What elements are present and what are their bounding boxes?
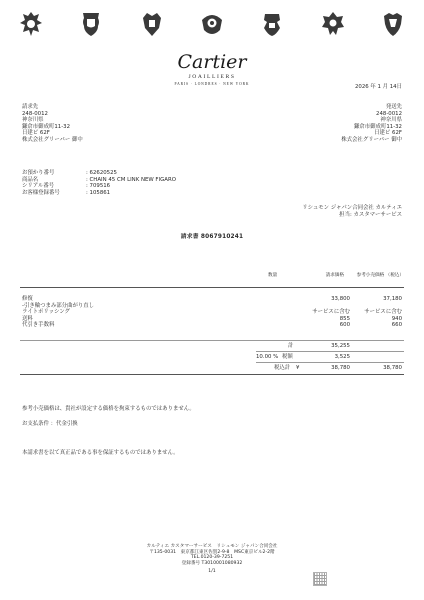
brand-subtitle: JOAILLIERS: [188, 74, 236, 80]
billing-label: 請求先: [22, 104, 39, 110]
company-name: リシュモン ジャパン合同会社 カルティエ: [302, 205, 402, 211]
page-number: 1/1: [208, 569, 216, 575]
company-contact: 担当: カスタマーサービス: [339, 211, 402, 218]
shipping-line: 日建ビ 62F: [374, 130, 402, 137]
detail-value: : CHAIN 45 CM LINK NEW FIGARO: [86, 176, 176, 183]
footer-address: 〒135-0031 東京都江東区佐賀2-9-8 MSC東京ビル2-2階: [149, 549, 275, 555]
table-header-rule: [20, 287, 404, 288]
item-name: 修復: [22, 296, 33, 302]
detail-label: シリアル番号: [22, 183, 55, 190]
footer-registration: 登録番号 T3010001080932: [181, 560, 243, 566]
shipping-postal: 248-0012: [376, 110, 402, 117]
item-ref-price: 660: [391, 322, 402, 329]
royal-crest-icon: [199, 10, 225, 38]
qty-header: 数量: [268, 273, 278, 278]
total-value: 38,780: [331, 365, 350, 371]
detail-value: : 105861: [86, 189, 111, 196]
detail-labels: [22, 170, 60, 196]
tax-value: 3,525: [334, 354, 350, 360]
item-ref-price: 940: [391, 315, 402, 322]
invoice-title: 請求書 8067910241: [180, 234, 244, 240]
royal-crest-icon: [380, 10, 406, 38]
ref-price-header: 参考小売価格 （税込）: [356, 273, 404, 278]
shipping-line: 神奈川県: [380, 117, 402, 124]
royal-crest-icon: [78, 10, 104, 38]
billing-line: 日建ビ 62F: [22, 130, 50, 137]
royal-crest-icon: [320, 10, 346, 38]
billing-postal: 248-0012: [22, 110, 48, 117]
footer-phone: TEL.0120-39-7251: [190, 555, 234, 561]
item-unit-price: 600: [339, 322, 350, 329]
qr-code-icon: [313, 572, 327, 586]
billing-line: 株式会社グリーバー 御中: [22, 136, 83, 143]
note-reference-price: 参考小売価格は、貴社が設定する価格を拘束するものではありません。: [22, 406, 195, 412]
issuer-company: [302, 205, 402, 218]
table-bottom-rule: [20, 374, 404, 375]
tax-label: 税額: [282, 354, 293, 360]
detail-label: 商品名: [22, 176, 39, 183]
unit-price-header: 請求価格: [325, 273, 344, 278]
subtotal-label: 計: [288, 343, 294, 349]
note-payment-terms: お支払条件 ：代金引換: [22, 421, 78, 427]
note-authenticity: 本請求書を以て真正品である事を保証するものではありません。: [22, 450, 179, 456]
shipping-line: 鎌倉市御成町11-32: [353, 123, 402, 130]
item-name: 送料: [22, 315, 33, 322]
item-unit-price: サービスに含む: [312, 309, 350, 316]
total-label: 税込計: [274, 365, 291, 371]
detail-value: : 62620525: [86, 170, 117, 176]
item-ref-price: 37,180: [383, 296, 402, 302]
brand-name: Cartier: [177, 51, 247, 73]
item-ref-prices: [364, 296, 402, 329]
detail-label: お預かり番号: [22, 170, 55, 176]
items-rule: [20, 340, 404, 341]
item-name: ライトポリッシング: [22, 309, 70, 316]
royal-crest-icon: [259, 10, 285, 38]
total-currency: ¥: [296, 365, 300, 371]
billing-line: 鎌倉市御成町11-32: [22, 123, 71, 130]
item-name: 代引き手数料: [22, 322, 55, 329]
cartier-logo: [0, 52, 424, 86]
total-ref-value: 38,780: [383, 365, 402, 371]
tax-rule: [256, 362, 404, 363]
subtotal-rule: [256, 351, 404, 352]
shipping-line: 株式会社グリーバー 御中: [341, 136, 402, 143]
tax-rate: 10.00 %: [256, 354, 279, 360]
item-unit-price: 855: [339, 315, 350, 322]
royal-crest-icon: [139, 10, 165, 38]
item-unit-prices: [312, 296, 350, 329]
billing-line: 神奈川県: [22, 117, 44, 124]
footer-company: カルティエ カスタマーサービス リシュモン ジャパン合同会社: [146, 544, 278, 549]
item-unit-price: 33,800: [331, 296, 350, 302]
royal-crests: [18, 10, 406, 38]
item-ref-price: サービスに含む: [364, 309, 402, 316]
invoice-date: 2026 年 1 月 14日: [354, 84, 402, 90]
billing-address: [22, 104, 83, 144]
footer: [0, 544, 424, 575]
detail-label: お客様登録番号: [22, 189, 60, 196]
item-names: [22, 296, 94, 329]
brand-cities: PARIS · LONDRES · NEW YORK: [174, 82, 250, 86]
subtotal-value: 35,255: [331, 343, 350, 349]
detail-values: [86, 170, 176, 196]
detail-value: : 709516: [86, 183, 111, 190]
shipping-label: 発送先: [385, 104, 402, 110]
royal-crest-icon: [18, 10, 44, 38]
item-name: -引き輪つまみ部分曲がり直し: [22, 302, 95, 309]
shipping-address: [341, 104, 402, 144]
